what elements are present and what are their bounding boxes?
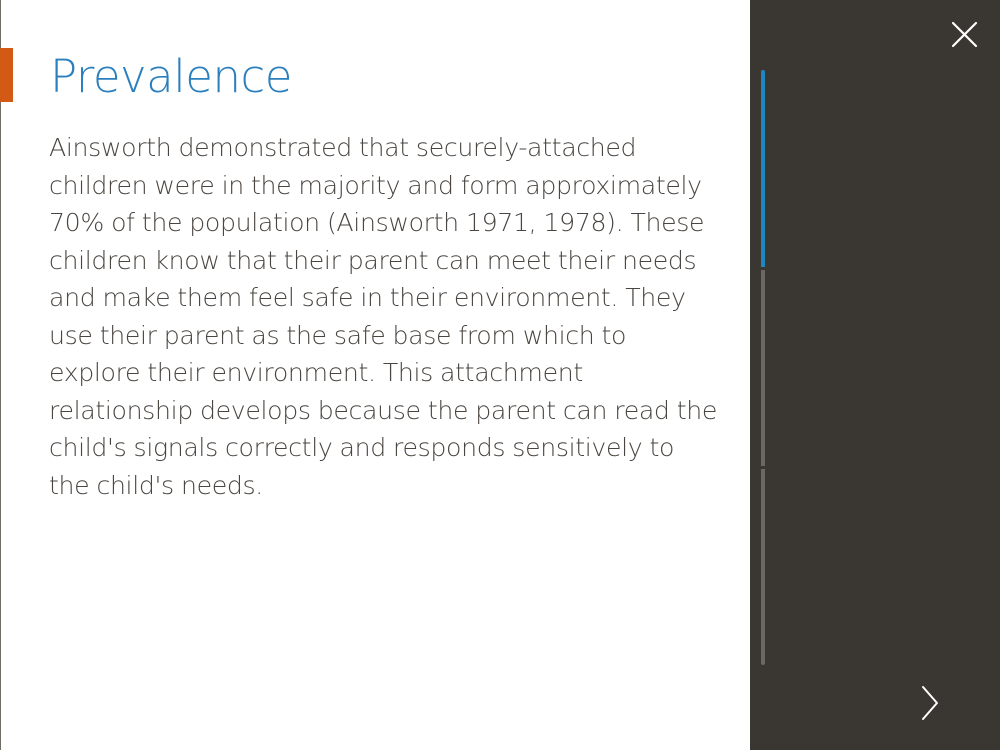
progress-divider-1 — [761, 267, 765, 270]
page-title: Prevalence — [50, 50, 292, 103]
section-marker — [0, 48, 13, 102]
progress-bar[interactable] — [761, 70, 765, 665]
progress-divider-2 — [761, 466, 765, 469]
chevron-right-icon — [912, 678, 948, 728]
progress-bar-fill — [761, 70, 765, 268]
next-button[interactable] — [912, 678, 948, 728]
close-button[interactable] — [948, 18, 982, 52]
left-edge-line — [0, 0, 1, 750]
body-text: Ainsworth demonstrated that securely-attached children were in the majority and form approximately 70% of the population (Ainsworth 1971, 1978). These children know that their parent can meet their needs and make them feel safe in their environment. They use their parent as the safe base from which to explore their environment. This attachment relationship develops because the parent can read the child's signals correctly and responds sensitively to the child's needs. — [49, 133, 717, 500]
side-panel — [750, 0, 1000, 750]
close-icon — [948, 18, 982, 52]
